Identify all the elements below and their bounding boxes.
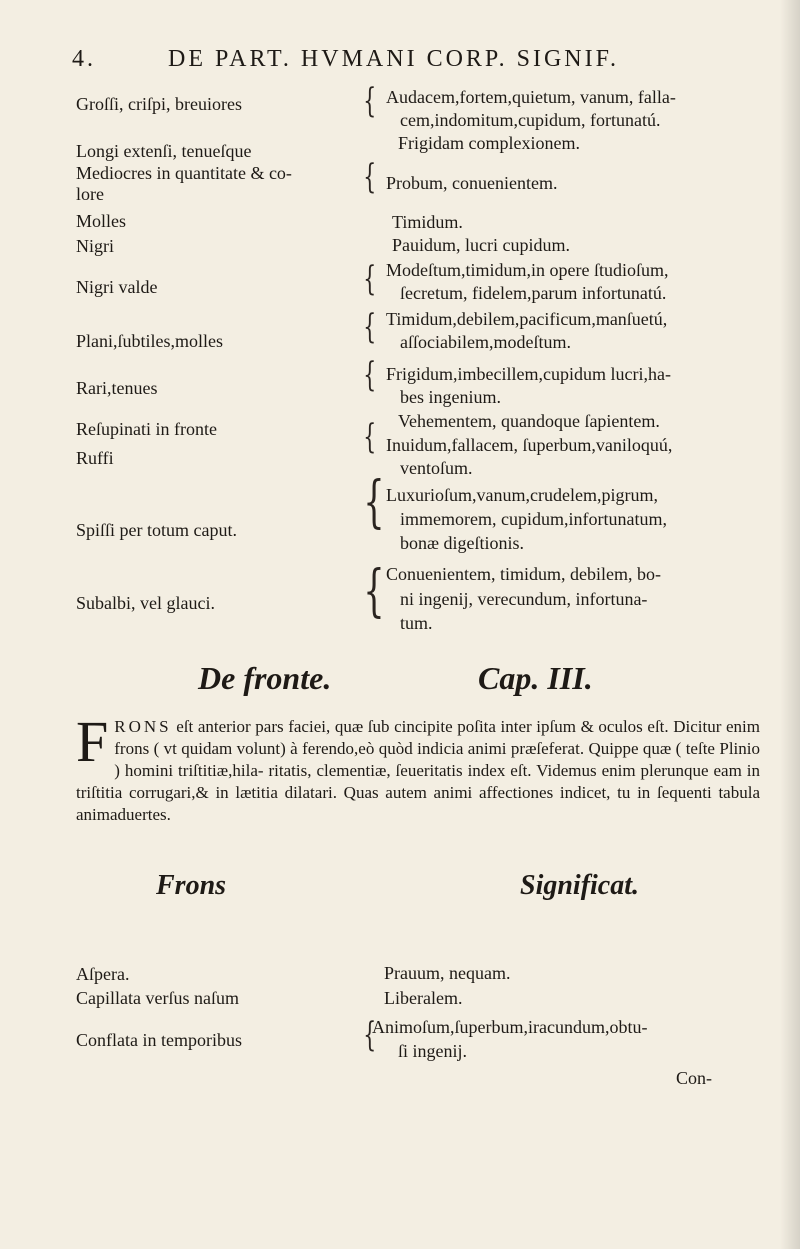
brace: {: [363, 259, 377, 299]
signification-line: Vehementem, quandoque ſapientem.: [398, 411, 660, 431]
opening-word: RONS: [114, 717, 172, 736]
signification-line: Timidum,debilem,pacificum,manſuetú,: [386, 309, 668, 329]
brace: {: [363, 157, 377, 197]
table-column-heading: Frons: [156, 870, 227, 901]
signification-line: ſecretum, fidelem,parum infortunatú.: [400, 283, 667, 303]
brace: {: [363, 470, 385, 535]
signification-line: ni ingenij, verecundum, infortuna-: [400, 589, 648, 609]
hair-entry: Groſſi, criſpi, breuiores: [76, 94, 242, 114]
page-number: 4.: [72, 46, 96, 72]
signification-line: ſi ingenij.: [398, 1041, 467, 1061]
hair-entry: Longi extenſi, tenueſque: [76, 141, 252, 161]
chapter-label: Cap. III.: [478, 660, 593, 696]
brace: {: [363, 417, 377, 457]
signification-line: Conuenientem, timidum, debilem, bo-: [386, 564, 661, 584]
signification-line: Prauum, nequam.: [384, 963, 511, 983]
signification-line: tum.: [400, 613, 433, 633]
forehead-entry: Capillata verſus naſum: [76, 988, 239, 1008]
signification-line: Frigidam complexionem.: [398, 133, 580, 153]
signification-line: Audacem,fortem,quietum, vanum, falla-: [386, 87, 676, 107]
forehead-entry: Conflata in temporibus: [76, 1030, 242, 1050]
signification-line: Modeſtum,timidum,in opere ſtudioſum,: [386, 260, 669, 280]
paragraph-line: indicia animi præſeferat. Quippe quæ ( teſte Plinio ) homini triſtitiæ,hila-: [114, 739, 760, 780]
running-title: DE PART. HVMANI CORP. SIGNIF.: [168, 46, 620, 72]
signification-line: Frigidum,imbecillem,cupidum lucri,ha-: [386, 364, 671, 384]
hair-entry: Mediocres in quantitate & co-: [76, 163, 292, 183]
signification-line: aſſociabilem,modeſtum.: [400, 332, 571, 352]
hair-entry: Plani,ſubtiles,molles: [76, 331, 223, 351]
signification-line: ventoſum.: [400, 458, 473, 478]
catchword: Con-: [676, 1068, 712, 1088]
signification-line: bes ingenium.: [400, 387, 501, 407]
brace: {: [363, 307, 377, 347]
signification-line: Pauidum, lucri cupidum.: [392, 235, 570, 255]
hair-entry: Nigri valde: [76, 277, 158, 297]
brace: {: [363, 1015, 377, 1055]
paragraph-line: triſtitia corrugari,& in lætitia dilatari. Quas autem animi affectiones indicet,: [76, 783, 611, 802]
section-title: De fronte.: [198, 660, 332, 696]
signification-line: Luxurioſum,vanum,crudelem,pigrum,: [386, 485, 658, 505]
paragraph-line: eſt anterior pars faciei, quæ ſub cincipite poſita inter ipſum &: [176, 717, 594, 736]
table-column-heading: Significat.: [520, 870, 640, 901]
forehead-entry: Aſpera.: [76, 964, 130, 984]
signification-line: Liberalem.: [384, 988, 463, 1008]
drop-capital: F: [76, 709, 109, 774]
signification-line: immemorem, cupidum,infortunatum,: [400, 509, 667, 529]
paragraph-line: ritatis, clementiæ, ſeueritatis index eſt. Videmus enim plerunque eam in: [268, 761, 761, 780]
hair-entry: Rari,tenues: [76, 378, 158, 398]
body-paragraph: [76, 709, 761, 826]
brace: {: [363, 559, 385, 624]
signification-line: bonæ digeſtionis.: [400, 533, 525, 553]
hair-entry: Ruffi: [76, 448, 114, 468]
running-header: [72, 46, 712, 76]
signification-line: Inuidum,fallacem, ſuperbum,vaniloquú,: [386, 435, 673, 455]
hair-entry: Nigri: [76, 236, 114, 256]
hair-entry: lore: [76, 184, 104, 204]
hair-entry: Reſupinati in fronte: [76, 419, 217, 439]
signification-line: Probum, conuenientem.: [386, 173, 558, 193]
hair-entry: Spiſſi per totum caput.: [76, 520, 237, 540]
signification-line: Timidum.: [392, 212, 463, 232]
paragraph-line: tu in ſequenti tabula animaduertes.: [76, 783, 760, 824]
section-heading: [0, 660, 800, 700]
signification-line: cem,indomitum,cupidum, fortunatú.: [400, 110, 661, 130]
page-gutter-shadow: [780, 0, 800, 1249]
brace: {: [363, 81, 377, 121]
hair-entry: Subalbi, vel glauci.: [76, 593, 215, 613]
paragraph-line: oculos eſt. Dicitur enim frons ( vt quidam volunt) à ferendo,eò quòd: [114, 717, 760, 758]
signification-line: Animoſum,ſuperbum,iracundum,obtu-: [372, 1017, 648, 1037]
hair-entry: Molles: [76, 211, 127, 231]
brace: {: [363, 355, 377, 395]
